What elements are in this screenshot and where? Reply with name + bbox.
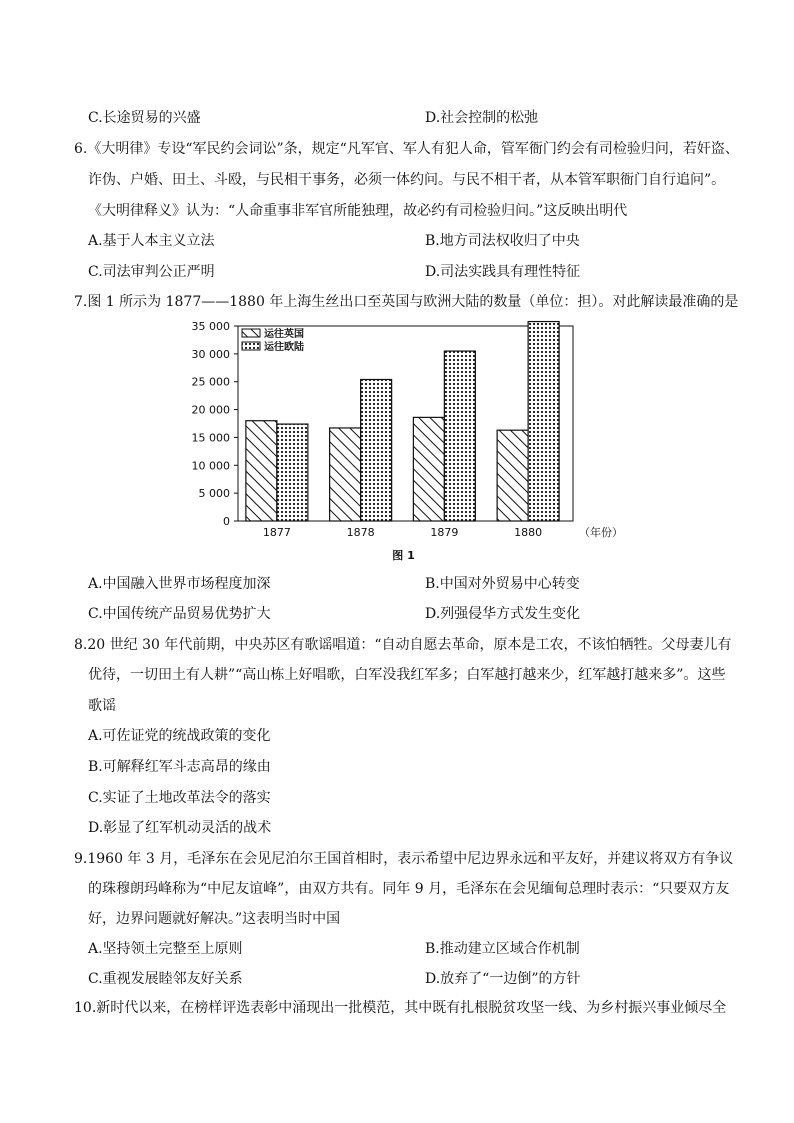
q6-option-c: C.司法审判公正严明: [88, 264, 215, 280]
q10-stem-line1: 10.新时代以来，在榜样评选表彰中涌现出一批模范，其中既有扎根脱贫攻坚一线、为乡村振兴事业倾尽全: [74, 1000, 727, 1016]
q6-option-a: A.基于人本主义立法: [88, 233, 215, 249]
q6-stem-line3: 《大明律释义》认为：“人命重事非军官所能独理，故必约有司检验归问。”这反映出明代: [88, 203, 628, 219]
q8-option-a: A.可佐证党的统战政策的变化: [88, 728, 271, 744]
q6-option-b: B.地方司法权收归了中央: [425, 233, 580, 249]
q7-option-b: B.中国对外贸易中心转变: [425, 576, 580, 592]
q9-option-c: C.重视发展睦邻友好关系: [88, 971, 243, 987]
bar-uk-1877: [246, 421, 277, 521]
q5-option-c: C.长途贸易的兴盛: [88, 110, 201, 126]
q6-stem-line2: 诈伪、户婚、田土、斗殴，与民相干事务，必须一体约问。与民不相干者，从本管军职衙门自行追问”。: [88, 172, 726, 188]
q6-stem-line1: 6.《大明律》专设“军民约会词讼”条，规定“凡军官、军人有犯人命，管军衙门约会有司检验归问，若奸盗、: [74, 141, 739, 157]
y-tick-label: 0: [223, 515, 230, 528]
bar-uk-1879: [413, 417, 444, 521]
legend-swatch-1: [242, 342, 260, 350]
q9-stem-line1: 9.1960 年 3 月，毛泽东在会见尼泊尔王国首相时，表示希望中尼边界永远和平友好，并建议将双方有争议: [74, 851, 734, 867]
q9-stem-line3: 好，边界问题就好解决。”这表明当时中国: [88, 911, 341, 927]
figure-1-bar-chart: [160, 318, 640, 568]
legend-swatch-0: [242, 329, 260, 337]
q8-stem-line3: 歌谣: [88, 698, 116, 714]
x-tick-label: 1879: [430, 526, 459, 539]
bar-europe-1879: [444, 351, 475, 521]
q7-stem-line1: 7.图 1 所示为 1877——1880 年上海生丝出口至英国与欧洲大陆的数量（单位：担）。对此解读最准确的是: [74, 294, 739, 310]
y-tick-label: 30 000: [191, 347, 230, 361]
q7-option-a: A.中国融入世界市场程度加深: [88, 576, 271, 592]
bar-europe-1878: [361, 379, 392, 521]
q9-option-d: D.放弃了“一边倒”的方针: [425, 971, 581, 987]
y-tick-label: 5 000: [198, 487, 230, 501]
bar-europe-1877: [277, 424, 308, 521]
y-tick-label: 20 000: [191, 403, 230, 417]
q9-stem-line2: 的珠穆朗玛峰称为“中尼友谊峰”，由双方共有。同年 9 月，毛泽东在会见缅甸总理时表示：“只要双方友: [88, 881, 730, 897]
x-axis-label: （年份）: [579, 526, 623, 539]
y-tick-label: 10 000: [191, 459, 230, 473]
q8-option-b: B.可解释红军斗志高昂的缘由: [88, 759, 271, 775]
legend-label-1: 运往欧陆: [264, 342, 304, 353]
legend-label-0: 运往英国: [264, 329, 304, 340]
x-tick-label: 1880: [514, 526, 543, 539]
q8-stem-line1: 8.20 世纪 30 年代前期，中央苏区有歌谣唱道：“自动自愿去革命，原本是工农，不该怕牺牲。父母妻儿有: [74, 637, 732, 653]
bar-uk-1880: [497, 430, 528, 521]
bar-uk-1878: [330, 428, 361, 521]
y-tick-label: 15 000: [191, 431, 230, 445]
q8-option-c: C.实证了土地改革法令的落实: [88, 790, 271, 806]
q7-option-d: D.列强侵华方式发生变化: [425, 606, 581, 622]
y-tick-label: 25 000: [191, 375, 230, 389]
x-tick-label: 1877: [262, 526, 291, 539]
q5-option-d: D.社会控制的松弛: [425, 110, 539, 126]
x-tick-label: 1878: [346, 526, 375, 539]
q9-option-a: A.坚持领土完整至上原则: [88, 941, 243, 957]
q8-option-d: D.彰显了红军机动灵活的战术: [88, 820, 272, 836]
q6-option-d: D.司法实践具有理性特征: [425, 264, 581, 280]
bar-europe-1880: [528, 322, 559, 521]
y-tick-label: 35 000: [191, 320, 230, 333]
q8-stem-line2: 优待，一切田土有人耕”“高山栋上好唱歌，白军没我红军多；白军越打越来少，红军越打越来多”。这些: [88, 667, 726, 683]
q9-option-b: B.推动建立区域合作机制: [425, 941, 580, 957]
chart-title: 图 1: [392, 549, 415, 562]
q7-option-c: C.中国传统产品贸易优势扩大: [88, 606, 271, 622]
